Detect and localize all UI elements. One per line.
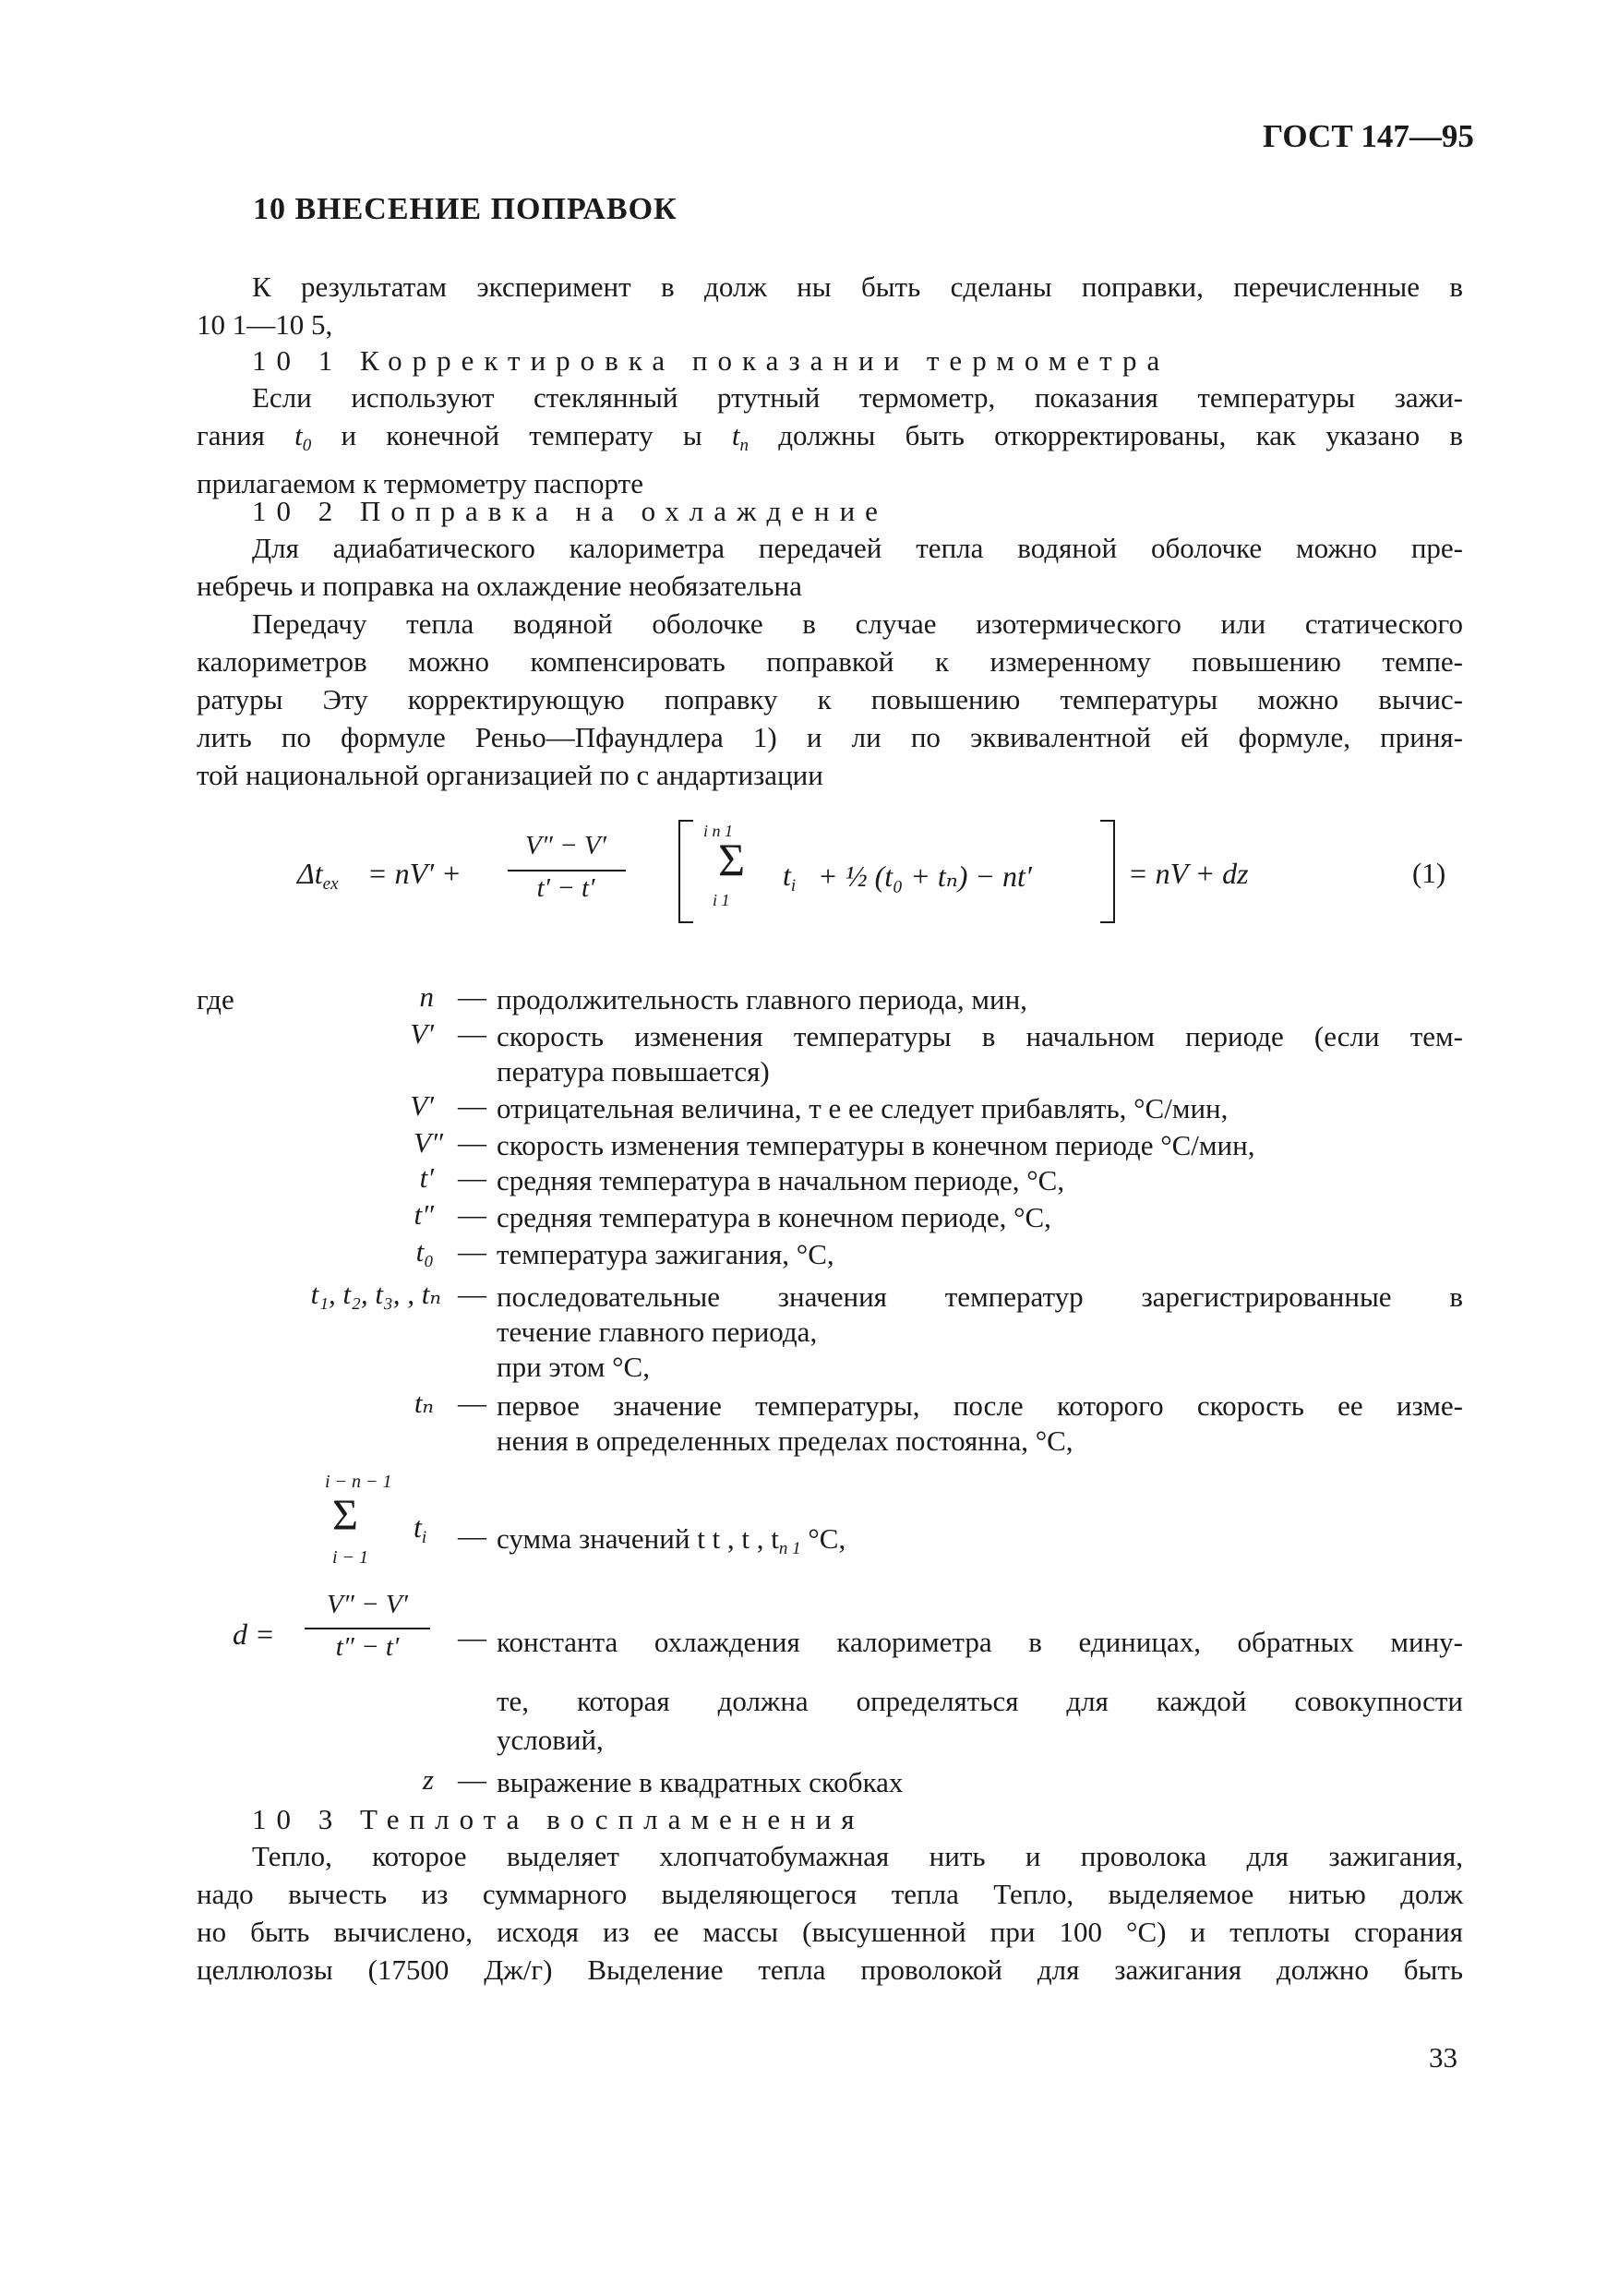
intro-line-1: К результатам эксперимент в долж ны быть сделаны поправки, перечисленные в: [252, 270, 1463, 303]
definition-dash: —: [458, 1126, 486, 1159]
text-line: Если используют стеклянный ртутный термометр, показания температуры зажи-: [252, 381, 1463, 414]
sum-bottom-limit: i 1: [713, 891, 730, 909]
subsection-10-3-text: [197, 1837, 1463, 1989]
definition-text: средняя температура в начальном периоде, °С,: [497, 1164, 1065, 1196]
d-def-den: t″ − t′: [335, 1632, 400, 1662]
where-label: где: [197, 983, 234, 1016]
definition-symbol: V″: [414, 1126, 443, 1159]
sum-def-bottom: i − 1: [332, 1547, 369, 1568]
sum-term: $t_i$: [783, 859, 797, 896]
definition-dash: —: [458, 1278, 486, 1310]
definition-dash: —: [458, 1089, 486, 1122]
definition-symbol: t′: [419, 1161, 434, 1194]
definition-dash: —: [458, 1198, 486, 1231]
sum-def-term: $t_i$: [414, 1510, 427, 1547]
definition-symbol: V′: [410, 1017, 434, 1050]
definition-text: скорость изменения температуры в начальном периоде (если тем- пература повышается): [497, 1020, 1463, 1088]
section-title: 10 ВНЕСЕНИЕ ПОПРАВОК: [253, 192, 678, 226]
d-def-lhs: d =: [233, 1617, 275, 1651]
text-line: [197, 416, 1463, 464]
definition-dash: —: [458, 1621, 486, 1653]
subsection-10-1-text: [197, 379, 1463, 502]
sum-top-limit: i n 1: [703, 822, 734, 840]
definition-symbol: V′: [410, 1089, 434, 1122]
definition-dash: —: [458, 1235, 486, 1268]
formula-fraction-bar: [508, 870, 626, 872]
text-line: ратуры Эту корректирующую поправку к повышению температуры можно вычис-: [197, 683, 1463, 715]
intro-line-2: 10 1—10 5,: [197, 308, 333, 341]
definition-symbol: t₁, t₂, t₃, , tₙ: [310, 1278, 441, 1310]
text-line: Тепло, которое выделяет хлопчатобумажная нить и проволока для зажигания,: [252, 1840, 1463, 1872]
intro-paragraph: [197, 268, 1463, 343]
definition-dash: —: [458, 1520, 486, 1552]
d-def-text: константа охлаждения калориметра в единицах, обратных мину- те, которая должна определяться для каждой совокупности условий,: [497, 1626, 1463, 1756]
sum-def-top: i − n − 1: [325, 1472, 392, 1492]
text-line: лить по формуле Реньо—Пфаундлера 1) и ли по эквивалентной ей формуле, приня-: [197, 721, 1463, 753]
definition-dash: —: [458, 980, 486, 1013]
definition-text: продолжительность главного периода, мин,: [497, 983, 1027, 1016]
text-fragment: должны быть откорректированы, как указано в: [778, 419, 1464, 451]
text-fragment: и конечной температу ы: [341, 419, 702, 451]
definition-text: скорость изменения температуры в конечном периоде °С/мин,: [497, 1129, 1255, 1161]
formula-rhs: = nV + dz: [1128, 857, 1249, 890]
sum-def-sign: Σ: [332, 1491, 358, 1540]
text-line: Для адиабатического калориметра передачей тепла водяной оболочке можно пре-: [252, 532, 1463, 564]
definition-symbol: tₙ: [414, 1387, 434, 1419]
definition-text: отрицательная величина, т е ее следует прибавлять, °С/мин,: [497, 1092, 1229, 1124]
z-def-symbol: z: [422, 1763, 434, 1796]
d-def-bar: [305, 1628, 430, 1629]
z-def-text: выражение в квадратных скобках: [497, 1766, 904, 1798]
bracket-right: [1100, 820, 1115, 923]
definition-text: средняя температура в конечном периоде, °С,: [497, 1201, 1051, 1233]
definition-text: температура зажигания, °С,: [497, 1238, 834, 1270]
symbol-tn: $t_n$: [731, 419, 750, 455]
definition-symbol: t″: [414, 1198, 434, 1231]
text-fragment: гания: [197, 419, 265, 451]
definition-text: последовательные значения температур зарегистрированные в течение главного периода, при этом °С,: [497, 1280, 1463, 1383]
formula-inner: + ½ (t₀ + tₙ) − nt′: [818, 859, 1032, 893]
definition-dash: —: [458, 1017, 486, 1050]
definition-symbol: n: [419, 980, 434, 1013]
formula-fraction-den: t′ − t′: [536, 873, 595, 903]
text-line: Передачу тепла водяной оболочке в случае изотермического или статического: [252, 607, 1463, 640]
formula-fraction-num: V″ − V′: [525, 831, 606, 860]
subsection-10-2-para-1: [197, 529, 1463, 605]
definition-dash: —: [458, 1161, 486, 1194]
definition-dash: —: [458, 1387, 486, 1419]
page-number: 33: [1429, 2041, 1457, 2074]
formula-lhs: $\Delta t_{ex}$: [297, 857, 339, 894]
bracket-left: [678, 820, 693, 923]
sum-def-text: сумма значений t t , t , $t_{n 1}$ °С,: [497, 1522, 846, 1558]
text-line: калориметров можно компенсировать поправкой к измеренному повышению темпе-: [197, 645, 1463, 678]
document-code: ГОСТ 147—95: [1263, 118, 1474, 154]
text-line: небречь и поправка на охлаждение необязательна: [197, 570, 802, 602]
definition-text: первое значение температуры, после которого скорость ее изме- нения в определенных пределах постоянна, °С,: [497, 1389, 1463, 1457]
sum-sign: Σ: [718, 834, 746, 885]
text-line: той национальной организацией по с андартизации: [197, 759, 823, 791]
formula-eq1: = nV′ +: [367, 857, 462, 890]
text-line: надо вычесть из суммарного выделяющегося тепла Тепло, выделяемое нитью долж: [197, 1878, 1463, 1910]
d-def-num: V″ − V′: [327, 1590, 408, 1619]
text-line: целлюлозы (17500 Дж/г) Выделение тепла проволокой для зажигания должно быть: [197, 1953, 1463, 1986]
text-line: прилагаемом к термометру паспорте: [197, 467, 643, 499]
definition-symbol: t₀: [415, 1235, 434, 1268]
text-line: но быть вычислено, исходя из ее массы (высушенной при 100 °С) и теплоты сгорания: [197, 1916, 1463, 1948]
subsection-heading-10-2: 10 2 Поправка на охлаждение: [252, 495, 888, 527]
symbol-t0: $t_0$: [294, 419, 312, 455]
subsection-heading-10-3: 10 3 Теплота воспламенения: [252, 1803, 865, 1835]
formula-number: (1): [1412, 857, 1446, 889]
definition-dash: —: [458, 1763, 486, 1796]
subsection-10-2-para-2: [197, 605, 1463, 794]
subsection-heading-10-1: 10 1 Корректировка показании термометра: [252, 344, 1170, 377]
